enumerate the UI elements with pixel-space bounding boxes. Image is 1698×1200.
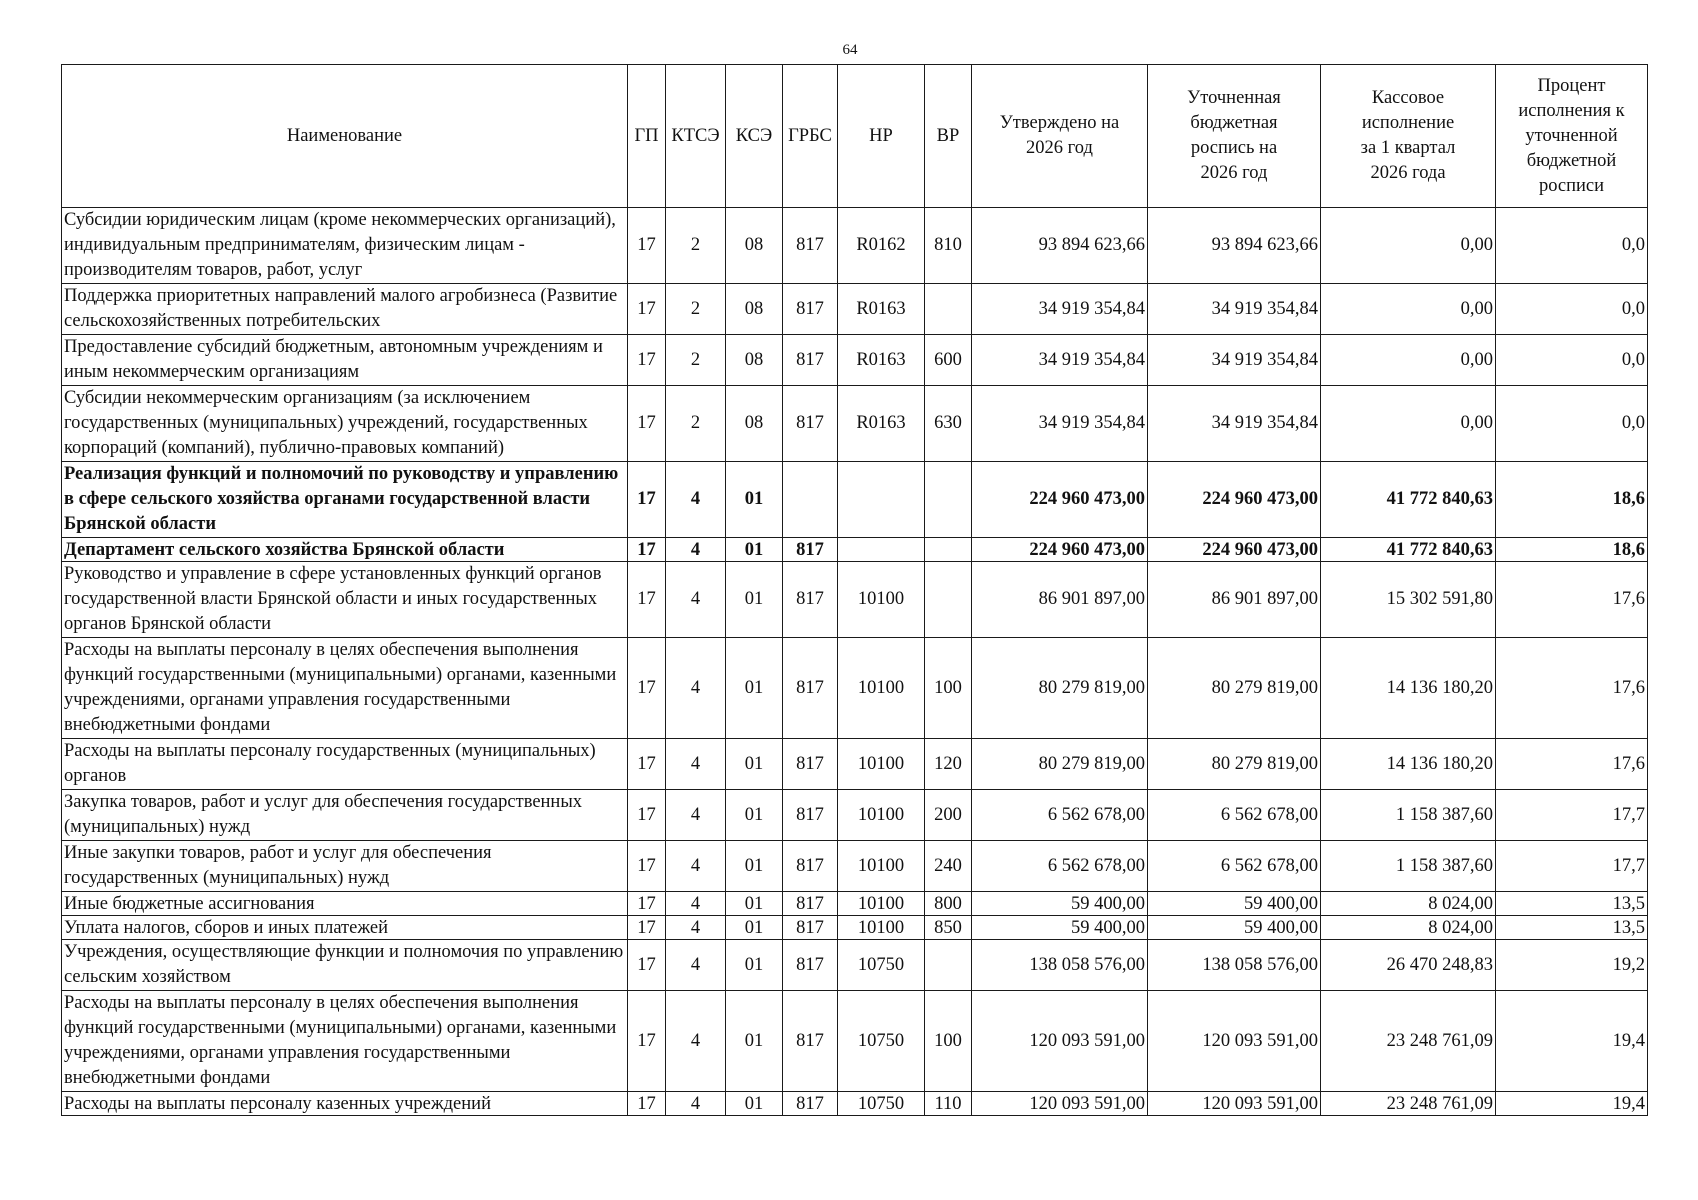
row-approved: 80 279 819,00 bbox=[972, 638, 1148, 739]
row-cash: 15 302 591,80 bbox=[1321, 562, 1496, 638]
row-name: Учреждения, осуществляющие функции и полномочия по управлению сельским хозяйством bbox=[62, 940, 628, 991]
header-percent: Процент исполнения к уточненной бюджетной росписи bbox=[1496, 65, 1648, 208]
row-vr bbox=[925, 462, 972, 538]
page-number: 64 bbox=[842, 42, 858, 58]
row-cash: 0,00 bbox=[1321, 335, 1496, 386]
row-cash: 1 158 387,60 bbox=[1321, 841, 1496, 892]
row-refined: 59 400,00 bbox=[1148, 892, 1321, 916]
row-cash: 0,00 bbox=[1321, 284, 1496, 335]
row-vr: 630 bbox=[925, 386, 972, 462]
row-percent: 19,2 bbox=[1496, 940, 1648, 991]
row-cash: 0,00 bbox=[1321, 386, 1496, 462]
row-nr: R0162 bbox=[838, 208, 925, 284]
row-nr: R0163 bbox=[838, 386, 925, 462]
row-kse: 01 bbox=[726, 841, 783, 892]
row-refined: 86 901 897,00 bbox=[1148, 562, 1321, 638]
header-vr: ВР bbox=[925, 65, 972, 208]
table-row bbox=[62, 335, 1648, 386]
row-vr bbox=[925, 284, 972, 335]
row-nr: 10100 bbox=[838, 638, 925, 739]
row-percent: 17,7 bbox=[1496, 841, 1648, 892]
row-kse: 01 bbox=[726, 940, 783, 991]
row-vr: 240 bbox=[925, 841, 972, 892]
row-nr: 10100 bbox=[838, 916, 925, 940]
row-vr: 850 bbox=[925, 916, 972, 940]
row-ktse: 4 bbox=[666, 892, 726, 916]
row-percent: 18,6 bbox=[1496, 538, 1648, 562]
row-kse: 08 bbox=[726, 284, 783, 335]
row-ktse: 2 bbox=[666, 208, 726, 284]
header-row bbox=[62, 65, 1648, 208]
row-approved: 80 279 819,00 bbox=[972, 739, 1148, 790]
header-ktse: КТСЭ bbox=[666, 65, 726, 208]
row-name: Иные бюджетные ассигнования bbox=[62, 892, 628, 916]
row-percent: 0,0 bbox=[1496, 284, 1648, 335]
header-kse: КСЭ bbox=[726, 65, 783, 208]
row-kse: 01 bbox=[726, 638, 783, 739]
row-ktse: 4 bbox=[666, 1092, 726, 1116]
row-cash: 14 136 180,20 bbox=[1321, 739, 1496, 790]
row-cash: 41 772 840,63 bbox=[1321, 538, 1496, 562]
row-grbs: 817 bbox=[783, 1092, 838, 1116]
row-percent: 17,6 bbox=[1496, 739, 1648, 790]
row-kse: 01 bbox=[726, 916, 783, 940]
table-row bbox=[62, 991, 1648, 1092]
row-name: Расходы на выплаты персоналу государственных (муниципальных) органов bbox=[62, 739, 628, 790]
row-kse: 01 bbox=[726, 739, 783, 790]
row-approved: 34 919 354,84 bbox=[972, 335, 1148, 386]
row-name: Реализация функций и полномочий по руководству и управлению в сфере сельского хозяйства органами государственной власти Брянской области bbox=[62, 462, 628, 538]
row-refined: 80 279 819,00 bbox=[1148, 638, 1321, 739]
row-approved: 224 960 473,00 bbox=[972, 462, 1148, 538]
row-grbs: 817 bbox=[783, 790, 838, 841]
row-ktse: 4 bbox=[666, 991, 726, 1092]
table-row bbox=[62, 538, 1648, 562]
row-cash: 26 470 248,83 bbox=[1321, 940, 1496, 991]
budget-table bbox=[61, 64, 1648, 1116]
row-percent: 0,0 bbox=[1496, 208, 1648, 284]
row-grbs: 817 bbox=[783, 562, 838, 638]
row-nr: 10750 bbox=[838, 991, 925, 1092]
row-grbs: 817 bbox=[783, 739, 838, 790]
row-approved: 59 400,00 bbox=[972, 892, 1148, 916]
row-grbs: 817 bbox=[783, 335, 838, 386]
table-row bbox=[62, 562, 1648, 638]
row-gp: 17 bbox=[628, 562, 666, 638]
row-gp: 17 bbox=[628, 1092, 666, 1116]
row-cash: 41 772 840,63 bbox=[1321, 462, 1496, 538]
header-cash: Кассовое исполнение за 1 квартал 2026 года bbox=[1321, 65, 1496, 208]
row-approved: 6 562 678,00 bbox=[972, 790, 1148, 841]
row-ktse: 4 bbox=[666, 562, 726, 638]
row-name: Иные закупки товаров, работ и услуг для обеспечения государственных (муниципальных) нужд bbox=[62, 841, 628, 892]
row-percent: 13,5 bbox=[1496, 916, 1648, 940]
row-approved: 86 901 897,00 bbox=[972, 562, 1148, 638]
row-grbs: 817 bbox=[783, 638, 838, 739]
row-gp: 17 bbox=[628, 335, 666, 386]
row-approved: 34 919 354,84 bbox=[972, 386, 1148, 462]
table-row bbox=[62, 790, 1648, 841]
row-vr: 810 bbox=[925, 208, 972, 284]
row-gp: 17 bbox=[628, 284, 666, 335]
row-vr: 200 bbox=[925, 790, 972, 841]
row-approved: 93 894 623,66 bbox=[972, 208, 1148, 284]
row-nr: 10100 bbox=[838, 892, 925, 916]
table-row bbox=[62, 284, 1648, 335]
row-refined: 34 919 354,84 bbox=[1148, 335, 1321, 386]
row-nr: R0163 bbox=[838, 335, 925, 386]
row-nr: 10100 bbox=[838, 790, 925, 841]
row-vr bbox=[925, 538, 972, 562]
row-approved: 138 058 576,00 bbox=[972, 940, 1148, 991]
row-kse: 01 bbox=[726, 538, 783, 562]
row-nr: 10100 bbox=[838, 562, 925, 638]
row-vr: 100 bbox=[925, 638, 972, 739]
row-cash: 23 248 761,09 bbox=[1321, 1092, 1496, 1116]
row-approved: 6 562 678,00 bbox=[972, 841, 1148, 892]
row-refined: 224 960 473,00 bbox=[1148, 462, 1321, 538]
row-ktse: 4 bbox=[666, 462, 726, 538]
row-vr: 800 bbox=[925, 892, 972, 916]
row-vr: 100 bbox=[925, 991, 972, 1092]
header-refined: Уточненная бюджетная роспись на 2026 год bbox=[1148, 65, 1321, 208]
row-vr: 110 bbox=[925, 1092, 972, 1116]
table-row bbox=[62, 1092, 1648, 1116]
row-nr: 10100 bbox=[838, 841, 925, 892]
row-percent: 0,0 bbox=[1496, 335, 1648, 386]
row-gp: 17 bbox=[628, 462, 666, 538]
row-cash: 14 136 180,20 bbox=[1321, 638, 1496, 739]
row-name: Департамент сельского хозяйства Брянской области bbox=[62, 538, 628, 562]
row-gp: 17 bbox=[628, 841, 666, 892]
row-cash: 1 158 387,60 bbox=[1321, 790, 1496, 841]
row-gp: 17 bbox=[628, 638, 666, 739]
row-grbs: 817 bbox=[783, 991, 838, 1092]
row-refined: 93 894 623,66 bbox=[1148, 208, 1321, 284]
row-vr: 120 bbox=[925, 739, 972, 790]
row-refined: 224 960 473,00 bbox=[1148, 538, 1321, 562]
table-row bbox=[62, 841, 1648, 892]
row-ktse: 4 bbox=[666, 841, 726, 892]
row-kse: 01 bbox=[726, 991, 783, 1092]
row-nr: R0163 bbox=[838, 284, 925, 335]
row-approved: 224 960 473,00 bbox=[972, 538, 1148, 562]
row-percent: 17,6 bbox=[1496, 562, 1648, 638]
row-refined: 6 562 678,00 bbox=[1148, 841, 1321, 892]
row-name: Расходы на выплаты персоналу в целях обеспечения выполнения функций государственными (муниципальными) органами, казенными учреждениями, органами управления государственными внебюджетными фондами bbox=[62, 638, 628, 739]
row-kse: 01 bbox=[726, 462, 783, 538]
row-percent: 0,0 bbox=[1496, 386, 1648, 462]
table-row bbox=[62, 940, 1648, 991]
row-percent: 17,6 bbox=[1496, 638, 1648, 739]
row-gp: 17 bbox=[628, 916, 666, 940]
row-refined: 6 562 678,00 bbox=[1148, 790, 1321, 841]
row-name: Предоставление субсидий бюджетным, автономным учреждениям и иным некоммерческим организациям bbox=[62, 335, 628, 386]
row-ktse: 4 bbox=[666, 790, 726, 841]
row-name: Руководство и управление в сфере установленных функций органов государственной власти Брянской области и иных государственных органов Брянской области bbox=[62, 562, 628, 638]
table-row bbox=[62, 208, 1648, 284]
row-gp: 17 bbox=[628, 790, 666, 841]
row-gp: 17 bbox=[628, 940, 666, 991]
table-row bbox=[62, 462, 1648, 538]
row-vr bbox=[925, 940, 972, 991]
row-approved: 120 093 591,00 bbox=[972, 991, 1148, 1092]
row-ktse: 4 bbox=[666, 940, 726, 991]
table-row bbox=[62, 739, 1648, 790]
row-refined: 138 058 576,00 bbox=[1148, 940, 1321, 991]
row-gp: 17 bbox=[628, 386, 666, 462]
row-kse: 01 bbox=[726, 892, 783, 916]
row-grbs bbox=[783, 462, 838, 538]
row-name: Поддержка приоритетных направлений малого агробизнеса (Развитие сельскохозяйственных потребительских bbox=[62, 284, 628, 335]
table-row bbox=[62, 638, 1648, 739]
table-row bbox=[62, 892, 1648, 916]
row-gp: 17 bbox=[628, 991, 666, 1092]
row-refined: 120 093 591,00 bbox=[1148, 991, 1321, 1092]
row-cash: 8 024,00 bbox=[1321, 916, 1496, 940]
row-ktse: 2 bbox=[666, 335, 726, 386]
row-vr bbox=[925, 562, 972, 638]
row-grbs: 817 bbox=[783, 940, 838, 991]
row-approved: 120 093 591,00 bbox=[972, 1092, 1148, 1116]
table-row bbox=[62, 386, 1648, 462]
row-gp: 17 bbox=[628, 892, 666, 916]
row-kse: 01 bbox=[726, 562, 783, 638]
row-name: Уплата налогов, сборов и иных платежей bbox=[62, 916, 628, 940]
row-grbs: 817 bbox=[783, 892, 838, 916]
row-percent: 17,7 bbox=[1496, 790, 1648, 841]
row-nr: 10750 bbox=[838, 1092, 925, 1116]
row-grbs: 817 bbox=[783, 208, 838, 284]
row-kse: 08 bbox=[726, 335, 783, 386]
row-refined: 120 093 591,00 bbox=[1148, 1092, 1321, 1116]
row-name: Расходы на выплаты персоналу в целях обеспечения выполнения функций государственными (муниципальными) органами, казенными учреждениями, органами управления государственными внебюджетными фондами bbox=[62, 991, 628, 1092]
row-percent: 19,4 bbox=[1496, 991, 1648, 1092]
header-nr: НР bbox=[838, 65, 925, 208]
row-refined: 34 919 354,84 bbox=[1148, 284, 1321, 335]
row-cash: 0,00 bbox=[1321, 208, 1496, 284]
row-kse: 08 bbox=[726, 386, 783, 462]
row-nr: 10100 bbox=[838, 739, 925, 790]
row-grbs: 817 bbox=[783, 916, 838, 940]
table-row bbox=[62, 916, 1648, 940]
row-cash: 8 024,00 bbox=[1321, 892, 1496, 916]
header-gp: ГП bbox=[628, 65, 666, 208]
row-approved: 59 400,00 bbox=[972, 916, 1148, 940]
row-ktse: 4 bbox=[666, 739, 726, 790]
row-refined: 59 400,00 bbox=[1148, 916, 1321, 940]
row-kse: 08 bbox=[726, 208, 783, 284]
row-ktse: 4 bbox=[666, 538, 726, 562]
row-kse: 01 bbox=[726, 790, 783, 841]
header-approved: Утверждено на 2026 год bbox=[972, 65, 1148, 208]
row-nr bbox=[838, 462, 925, 538]
row-percent: 13,5 bbox=[1496, 892, 1648, 916]
header-grbs: ГРБС bbox=[783, 65, 838, 208]
row-ktse: 4 bbox=[666, 638, 726, 739]
row-name: Расходы на выплаты персоналу казенных учреждений bbox=[62, 1092, 628, 1116]
row-gp: 17 bbox=[628, 208, 666, 284]
header-name: Наименование bbox=[62, 65, 628, 208]
row-percent: 18,6 bbox=[1496, 462, 1648, 538]
row-name: Закупка товаров, работ и услуг для обеспечения государственных (муниципальных) нужд bbox=[62, 790, 628, 841]
row-grbs: 817 bbox=[783, 386, 838, 462]
row-nr bbox=[838, 538, 925, 562]
row-kse: 01 bbox=[726, 1092, 783, 1116]
row-percent: 19,4 bbox=[1496, 1092, 1648, 1116]
row-gp: 17 bbox=[628, 538, 666, 562]
table-body bbox=[62, 208, 1648, 1116]
row-name: Субсидии некоммерческим организациям (за исключением государственных (муниципальных) учреждений, государственных корпораций (компаний), публично-правовых компаний) bbox=[62, 386, 628, 462]
row-name: Субсидии юридическим лицам (кроме некоммерческих организаций), индивидуальным предпринимателям, физическим лицам - производителям товаров, работ, услуг bbox=[62, 208, 628, 284]
row-ktse: 2 bbox=[666, 386, 726, 462]
row-refined: 34 919 354,84 bbox=[1148, 386, 1321, 462]
row-ktse: 2 bbox=[666, 284, 726, 335]
row-refined: 80 279 819,00 bbox=[1148, 739, 1321, 790]
row-grbs: 817 bbox=[783, 538, 838, 562]
row-gp: 17 bbox=[628, 739, 666, 790]
row-nr: 10750 bbox=[838, 940, 925, 991]
row-cash: 23 248 761,09 bbox=[1321, 991, 1496, 1092]
row-approved: 34 919 354,84 bbox=[972, 284, 1148, 335]
row-grbs: 817 bbox=[783, 841, 838, 892]
row-vr: 600 bbox=[925, 335, 972, 386]
row-ktse: 4 bbox=[666, 916, 726, 940]
row-grbs: 817 bbox=[783, 284, 838, 335]
